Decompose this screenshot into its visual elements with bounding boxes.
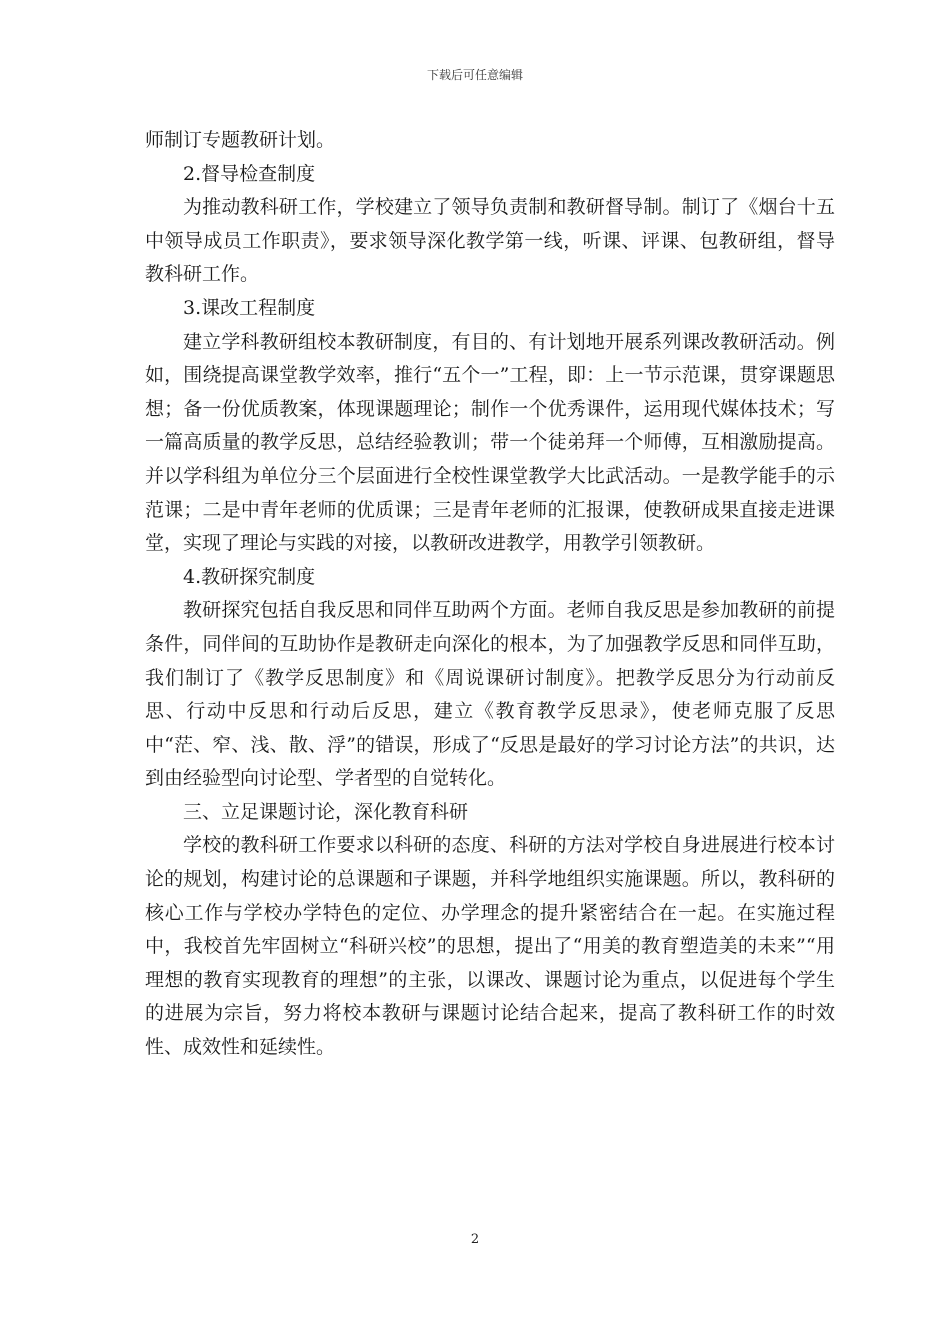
paragraph-curriculum-reform: 建立学科教研组校本教研制度，有目的、有计划地开展系列课改教研活动。例如，围绕提高课堂教学效率，推行“五个一”工程，即：上一节示范课，贯穿课题思想；备一份优质教案，体现课题理论；制作一个优秀课件，运用现代媒体技术；写一篇高质量的教学反思，总结经验教训；带一个徒弟拜一个师傅，互相激励提高。并以学科组为单位分三个层面进行全校性课堂教学大比武活动。一是教学能手的示范课；二是中青年老师的优质课；三是青年老师的汇报课，使教研成果直接走进课堂，实现了理论与实践的对接，以教研改进教学，用教学引领教研。 <box>145 330 835 555</box>
subheading-research: 4.教研探究制度 <box>183 565 316 588</box>
section-heading-three: 三、立足课题讨论，深化教育科研 <box>183 800 469 823</box>
subheading-supervision: 2.督导检查制度 <box>183 162 316 185</box>
paragraph-continuation: 师制订专题教研计划。 <box>145 129 336 151</box>
page-number: 2 <box>470 1232 480 1247</box>
page-header: 下载后可任意编辑 <box>426 68 523 82</box>
paragraph-research: 教研探究包括自我反思和同伴互助两个方面。老师自我反思是参加教研的前提条件，同伴间的互助协作是教研走向深化的根本，为了加强教学反思和同伴互助，我们制订了《教学反思制度》和《周说课研讨制度》。把教学反思分为行动前反思、行动中反思和行动后反思，建立《教育教学反思录》，使老师克服了反思中“茫、窄、浅、散、浮”的错误，形成了“反思是最好的学习讨论方法”的共识，达到由经验型向讨论型、学者型的自觉转化。 <box>145 599 835 790</box>
subheading-curriculum-reform: 3.课改工程制度 <box>183 296 316 319</box>
paragraph-supervision: 为推动教科研工作，学校建立了领导负责制和教研督导制。制订了《烟台十五中领导成员工作职责》，要求领导深化教学第一线，听课、评课、包教研组，督导教科研工作。 <box>145 196 835 286</box>
document-body <box>145 124 835 1065</box>
paragraph-section-three: 学校的教科研工作要求以科研的态度、科研的方法对学校自身进展进行校本讨论的规划，构建讨论的总课题和子课题，并科学地组织实施课题。所以，教科研的核心工作与学校办学特色的定位、办学理念的提升紧密结合在一起。在实施过程中，我校首先牢固树立“科研兴校”的思想，提出了“用美的教育塑造美的未来”“用理想的教育实现教育的理想”的主张，以课改、课题讨论为重点，以促进每个学生的进展为宗旨，努力将校本教研与课题讨论结合起来，提高了教科研工作的时效性、成效性和延续性。 <box>145 834 835 1059</box>
